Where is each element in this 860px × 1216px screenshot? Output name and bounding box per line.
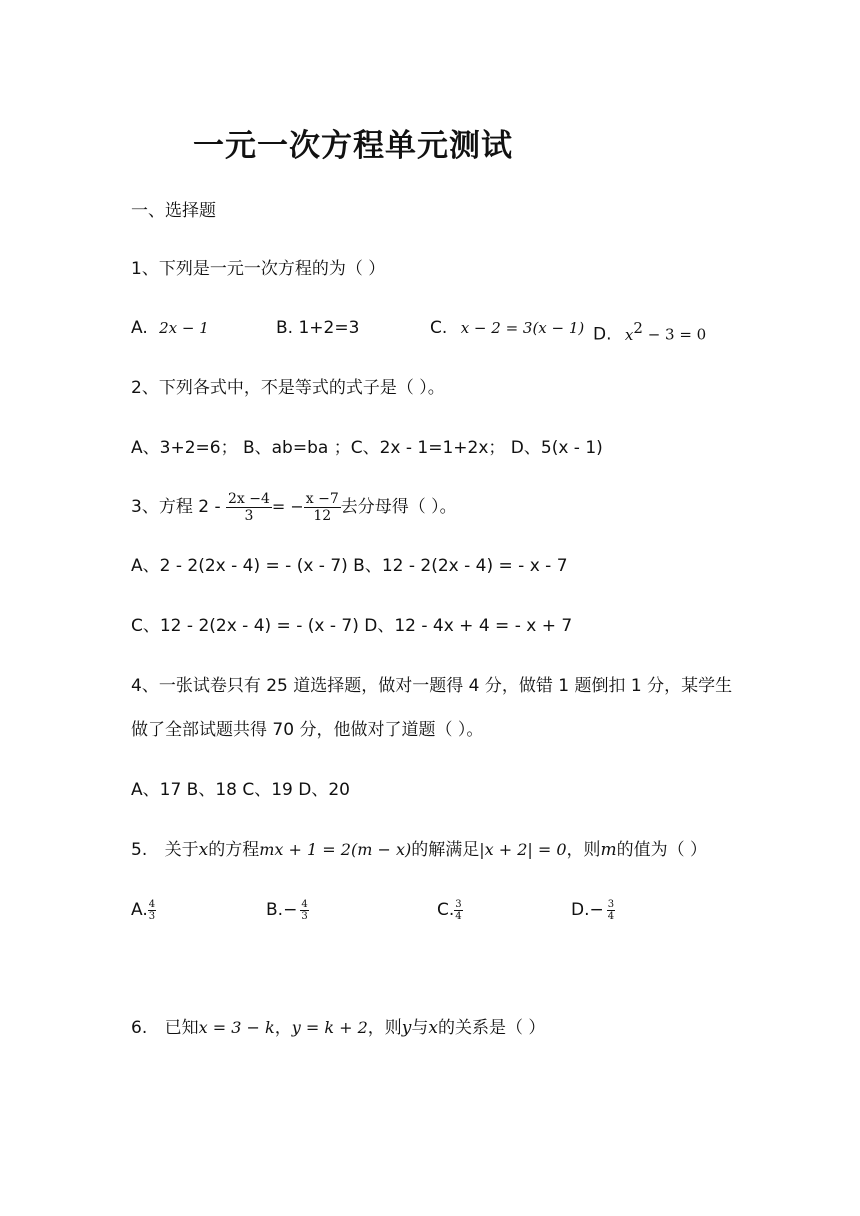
q6-text-2: ， <box>274 1018 292 1038</box>
q5-math-1: x <box>198 840 209 860</box>
q6-text-1: 已知 <box>164 1018 199 1038</box>
q1-option-c-expr: x − 2 = 3(x − 1) <box>460 319 585 337</box>
question-5-stem <box>131 838 707 862</box>
q3-prefix: 3、方程 2 - <box>131 497 226 517</box>
q6-math-1: x = 3 − k <box>198 1018 275 1037</box>
q5-text-4: ，则 <box>566 840 601 860</box>
q1-option-d-exponent: 2 <box>633 319 643 337</box>
q5-option-c <box>437 896 463 924</box>
question-6-stem <box>131 1016 545 1040</box>
q6-text-5: 的关系是（ ） <box>437 1018 546 1038</box>
q5-math-4: m <box>600 840 617 860</box>
section-heading: 一、选择题 <box>131 201 216 221</box>
q5-math-2: mx + 1 = 2(m − x) <box>259 840 412 859</box>
q5-option-a-fraction <box>148 899 156 922</box>
q5-option-c-denominator: 4 <box>455 910 462 922</box>
q5-option-d-denominator: 4 <box>607 910 615 922</box>
q1-option-d-base: x <box>624 325 634 344</box>
question-1-stem: 1、下列是一元一次方程的为（ ） <box>131 259 386 279</box>
q6-math-2: y = k + 2 <box>291 1018 368 1037</box>
q5-text-3: 的解满足 <box>411 840 480 860</box>
q5-option-c-fraction <box>454 899 462 922</box>
q5-number: 5. <box>131 840 148 860</box>
q5-text-5: 的值为（ ） <box>616 840 708 860</box>
q5-option-b-numerator: 4 <box>301 898 308 910</box>
q3-fraction-1-numerator: 2x −4 <box>227 490 270 507</box>
question-3-options-line-1: A、2 - 2(2x - 4) = - (x - 7) B、12 - 2(2x - 4) = - x - 7 <box>131 556 568 576</box>
q1-option-d <box>593 316 706 347</box>
q5-math-3: |x + 2| = 0 <box>479 840 567 859</box>
question-3-stem <box>131 490 457 524</box>
question-4-stem-line-2: 做了全部试题共得 70 分，他做对了道题（ ）。 <box>131 720 484 740</box>
q5-option-b <box>266 896 309 924</box>
question-4-stem-line-1: 4、一张试卷只有 25 道选择题，做对一题得 4 分，做错 1 题倒扣 1 分，某学生 <box>131 676 733 696</box>
q6-text-3: ，则 <box>367 1018 402 1038</box>
q6-math-4: x <box>428 1018 438 1038</box>
q1-option-d-rest: − 3 = 0 <box>642 325 707 344</box>
q1-option-a-label: A. <box>131 318 148 338</box>
q3-fraction-2 <box>304 491 341 524</box>
q5-option-d-fraction <box>607 899 615 922</box>
q3-equals: = − <box>271 497 304 516</box>
q5-text-2: 的方程 <box>208 840 260 860</box>
page-title: 一元一次方程单元测试 <box>193 128 513 164</box>
q5-option-b-fraction <box>300 899 308 922</box>
q1-option-d-label: D. <box>593 324 612 345</box>
q5-option-c-label: C. <box>437 900 455 920</box>
q5-text-1: 关于 <box>164 840 199 860</box>
q5-option-b-label: B.− <box>266 900 298 920</box>
q3-fraction-2-numerator: x −7 <box>305 490 339 507</box>
q3-suffix: 去分母得（ ）。 <box>340 497 457 517</box>
q3-fraction-2-denominator: 12 <box>313 507 332 524</box>
q5-option-a <box>131 896 156 924</box>
q5-option-a-numerator: 4 <box>148 898 156 910</box>
q5-option-c-numerator: 3 <box>455 898 462 910</box>
question-2-stem: 2、下列各式中，不是等式的式子是（ ）。 <box>131 378 445 398</box>
q1-option-b: B. 1+2=3 <box>276 318 360 338</box>
question-4-options: A、17 B、18 C、19 D、20 <box>131 780 350 800</box>
q3-fraction-1-denominator: 3 <box>244 507 254 524</box>
q6-math-3: y <box>401 1018 412 1038</box>
q5-option-a-label: A. <box>131 900 148 920</box>
q3-fraction-1 <box>226 491 272 524</box>
q5-option-a-denominator: 3 <box>148 910 156 922</box>
question-2-options: A、3+2=6； B、ab=ba ；C、2x - 1=1+2x； D、5(x - 1) <box>131 438 603 458</box>
q1-option-a-expr: 2x − 1 <box>159 319 209 337</box>
q1-option-c-label: C. <box>430 318 448 338</box>
q5-option-d-label: D.− <box>571 900 604 920</box>
q1-option-a <box>131 316 209 340</box>
q5-option-d-numerator: 3 <box>607 898 615 910</box>
q6-text-4: 与 <box>411 1018 429 1038</box>
q5-option-b-denominator: 3 <box>301 910 308 922</box>
question-3-options-line-2: C、12 - 2(2x - 4) = - (x - 7) D、12 - 4x + 4 = - x + 7 <box>131 616 573 636</box>
q1-option-c <box>430 316 584 340</box>
q6-number: 6. <box>131 1018 148 1038</box>
q5-option-d <box>571 896 615 924</box>
